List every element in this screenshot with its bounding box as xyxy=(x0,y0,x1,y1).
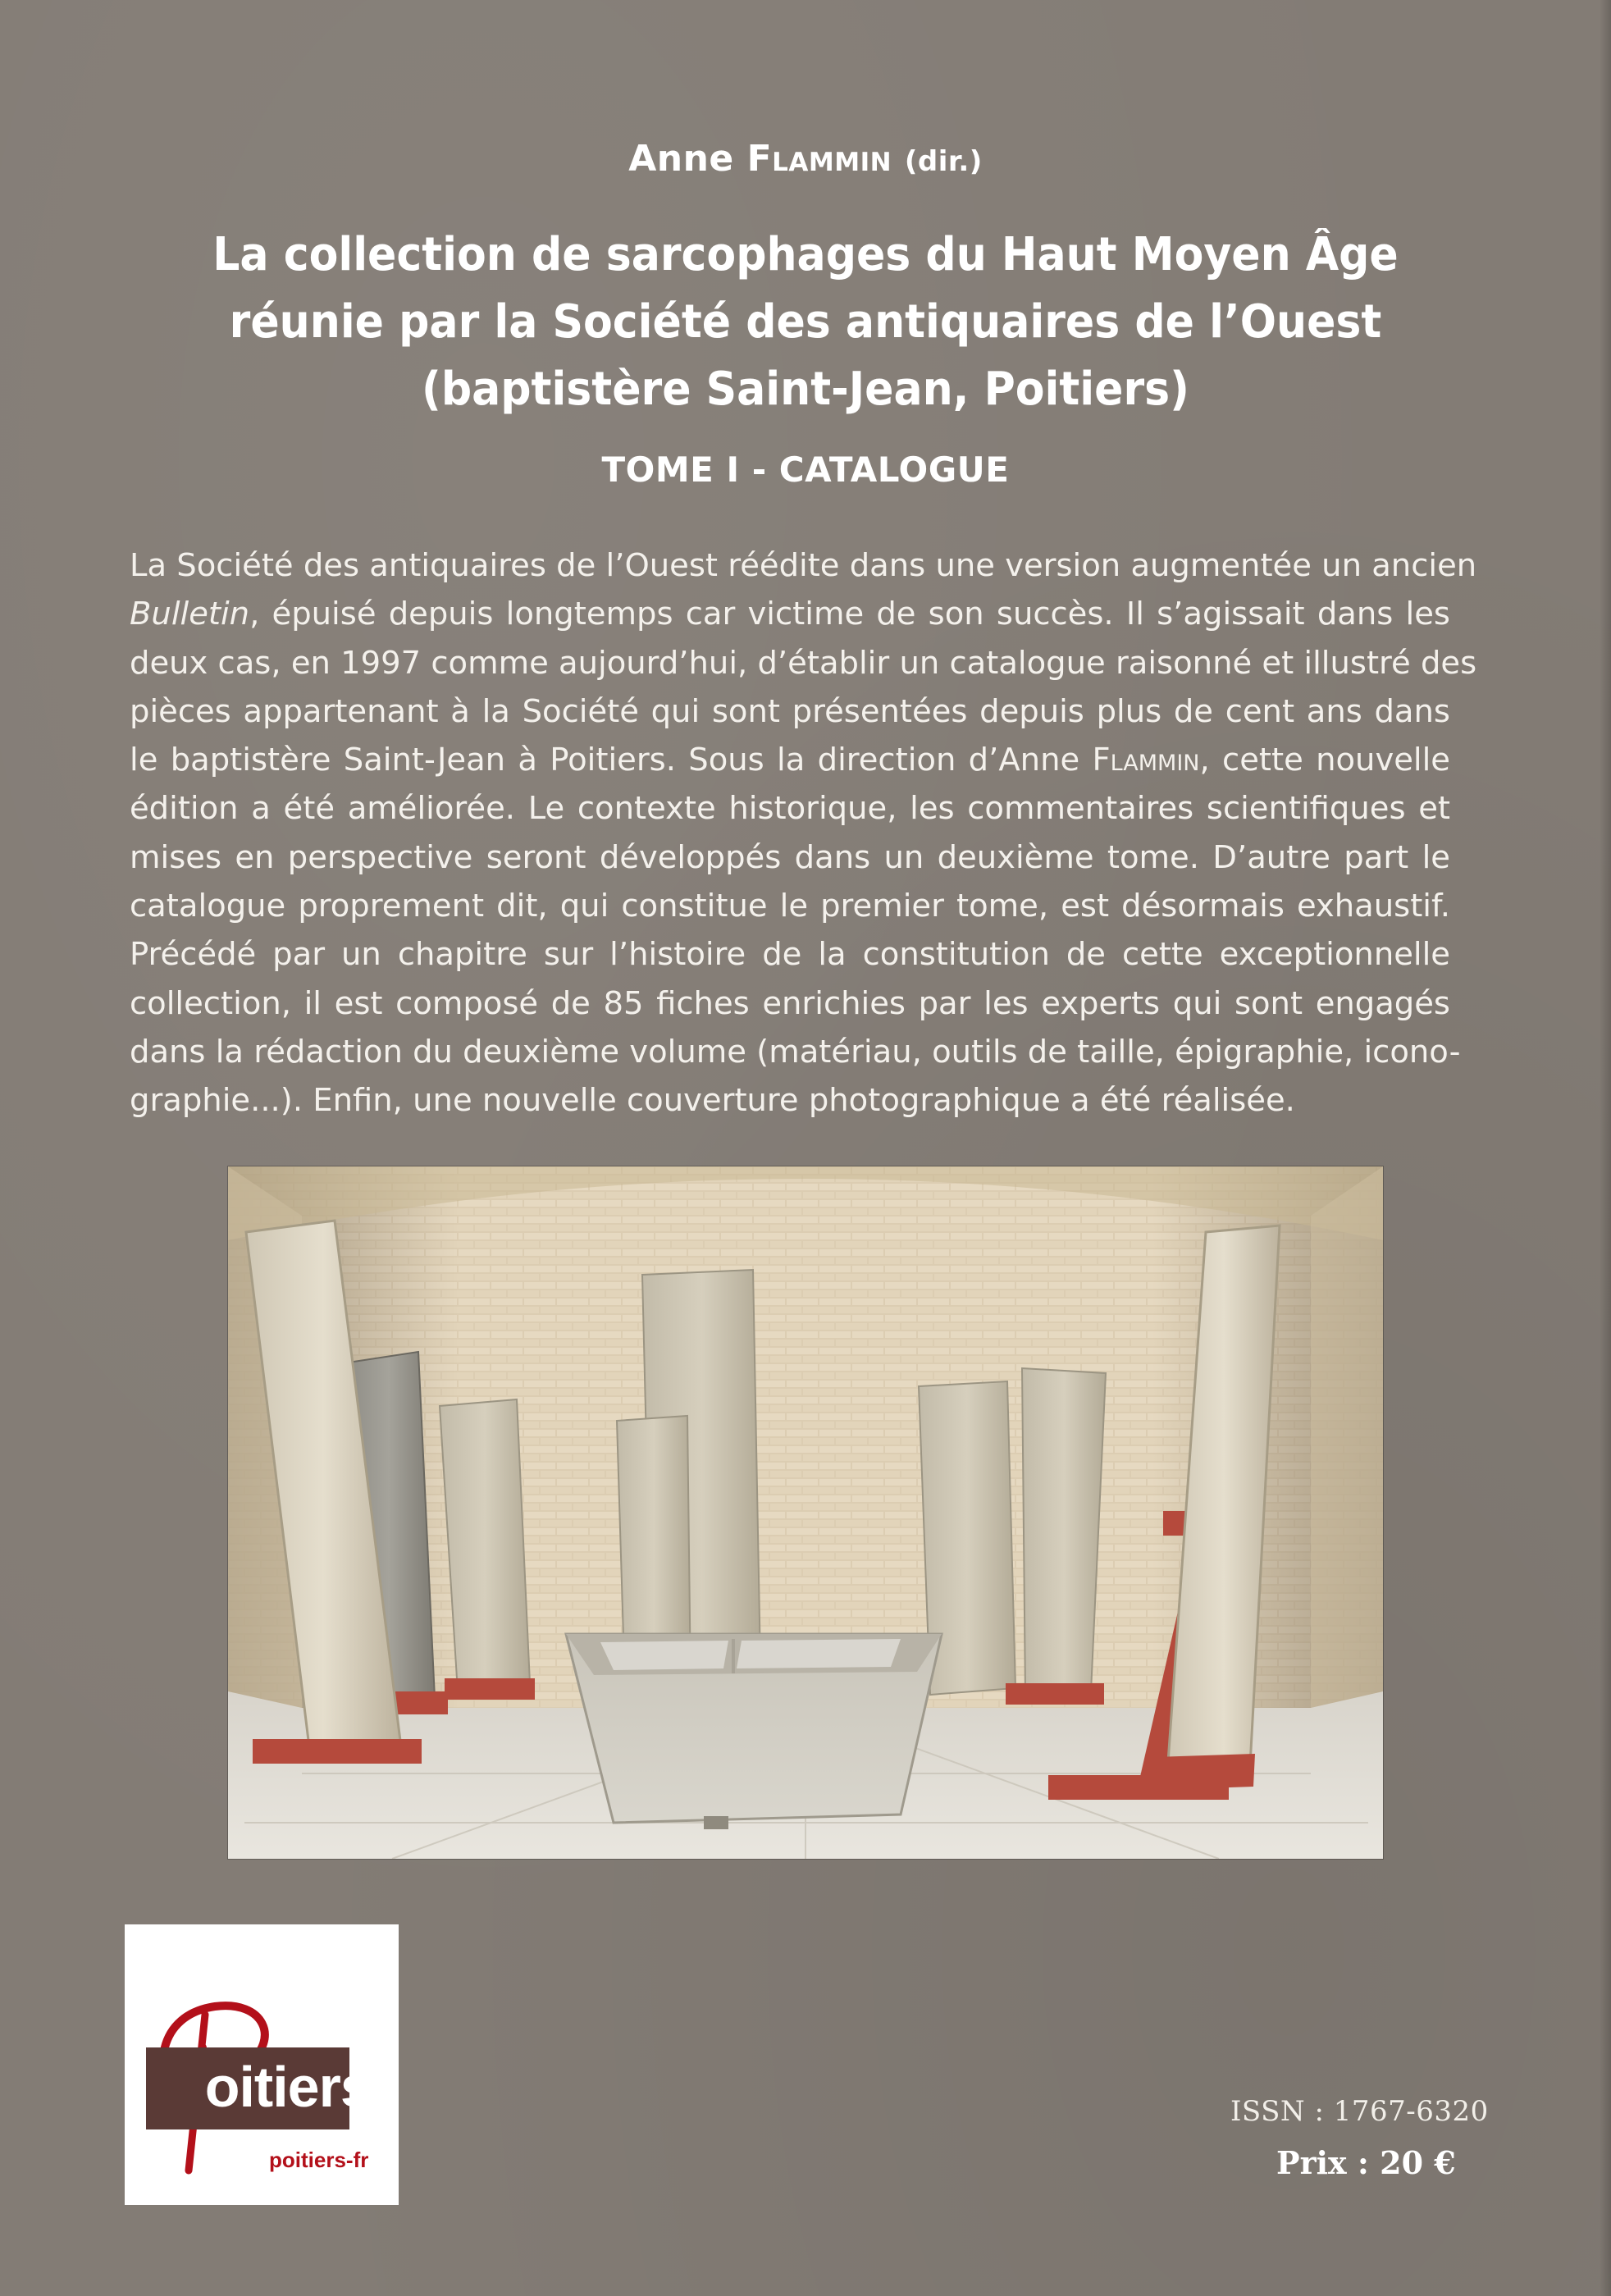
description-line-start: le baptistère Saint-Jean à Poitiers. Sous la direction d’Anne xyxy=(130,742,1093,779)
description-line: édition a été améliorée. Le contexte historique, les commentaires scientifiques et xyxy=(130,790,1450,828)
description-text xyxy=(130,541,1477,1125)
logo-text: oitiers xyxy=(204,2055,372,2119)
poitiers-logo xyxy=(125,1924,399,2205)
cover-edge-shadow xyxy=(1600,0,1611,2296)
author-surname: Flammin xyxy=(746,138,892,180)
description-line xyxy=(130,590,1450,638)
director-surname: Flammin xyxy=(1092,742,1200,779)
description-line: dans la rédaction du deuxième volume (matériau, outils de taille, épigraphie, icono- xyxy=(130,1033,1461,1070)
sarcophagi-photo xyxy=(228,1166,1383,1859)
price: Prix : 20 € xyxy=(1276,2144,1456,2181)
description-line: pièces appartenant à la Société qui sont présentées depuis plus de cent ans dans xyxy=(130,692,1450,730)
sarcophagi-illustration xyxy=(228,1166,1383,1859)
bulletin-italic: Bulletin xyxy=(130,596,250,633)
title-line-2: réunie par la Société des antiquaires de l’Ouest xyxy=(229,295,1382,349)
author-line xyxy=(0,138,1611,180)
description-line-rest: , épuisé depuis longtemps car victime de son succès. Il s’agissait dans les xyxy=(249,596,1450,633)
description-line: deux cas, en 1997 comme aujourd’hui, d’établir un catalogue raisonné et illustré des xyxy=(130,644,1477,682)
description-line-end: , cette nouvelle xyxy=(1199,742,1450,779)
description-line: La Société des antiquaires de l’Ouest réédite dans une version augmentée un ancien xyxy=(130,547,1477,584)
author-role: (dir.) xyxy=(904,145,983,178)
issn-number: ISSN : 1767-6320 xyxy=(1230,2095,1489,2128)
title-line-3: (baptistère Saint-Jean, Poitiers) xyxy=(422,363,1189,416)
author-first-name: Anne xyxy=(628,138,734,180)
book-title xyxy=(163,221,1448,423)
logo-url: poitiers-fr xyxy=(269,2148,369,2172)
description-line: graphie...). Enfin, une nouvelle couverture photographique a été réalisée. xyxy=(130,1082,1295,1120)
description-line xyxy=(130,736,1450,784)
description-line: mises en perspective seront développés dans un deuxième tome. D’autre part le xyxy=(130,838,1450,876)
logo-word xyxy=(167,2054,372,2120)
description-line: Précédé par un chapitre sur l’histoire de la constitution de cette exceptionnelle xyxy=(130,936,1450,974)
title-line-1: La collection de sarcophages du Haut Moyen Âge xyxy=(212,228,1399,281)
volume-label: TOME I - CATALOGUE xyxy=(601,450,1010,490)
description-line: catalogue proprement dit, qui constitue le premier tome, est désormais exhaustif. xyxy=(130,888,1450,925)
description-line: collection, il est composé de 85 fiches enrichies par les experts qui sont engagés xyxy=(130,984,1450,1022)
